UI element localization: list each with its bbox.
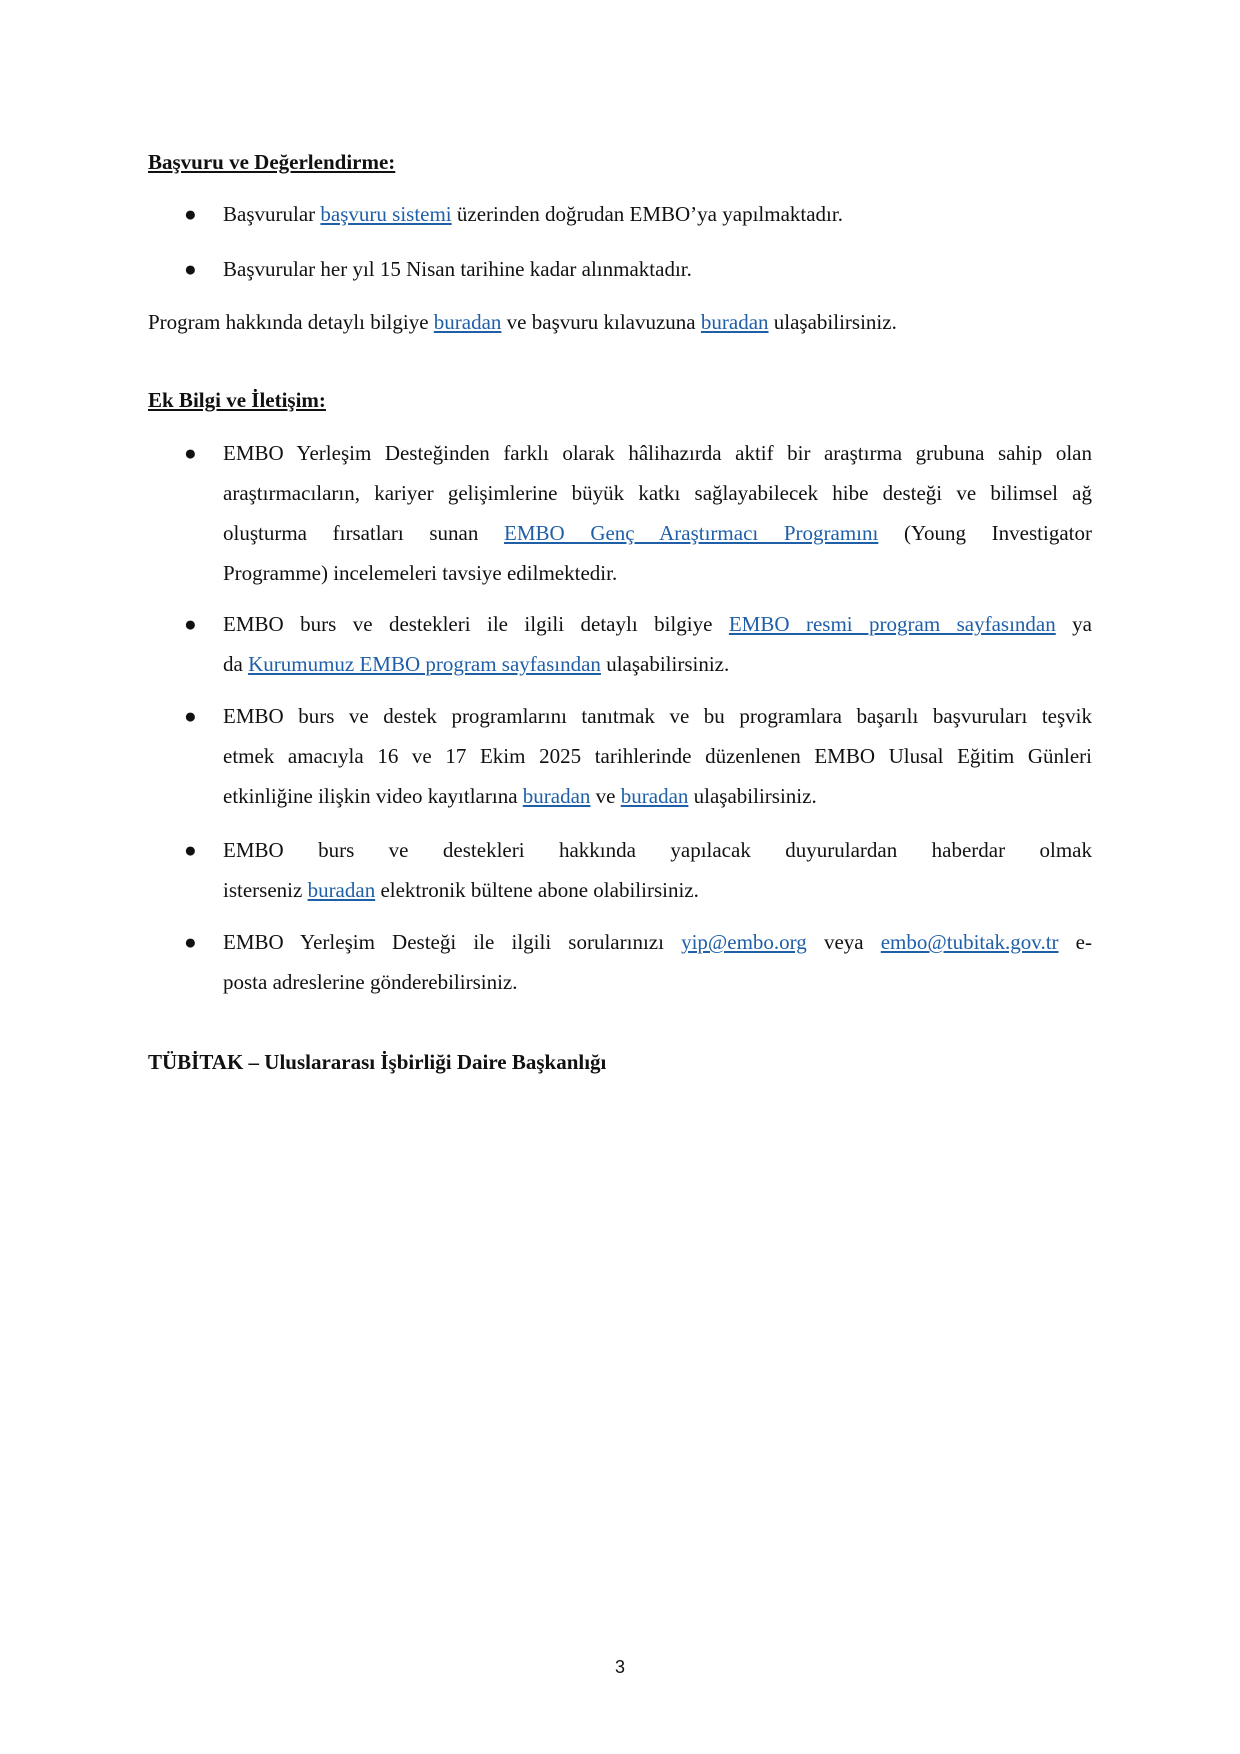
bullet-dot: ● xyxy=(184,257,197,281)
link-email-yip[interactable]: yip@embo.org xyxy=(681,930,807,954)
link-video-recordings-2[interactable]: buradan xyxy=(620,784,689,808)
bullet-item-application-system: Başvurular başvuru sistemi üzerinden doğrudan EMBO’ya yapılmaktadır. xyxy=(223,202,843,226)
link-institution-embo-page[interactable]: Kurumumuz EMBO program sayfasından xyxy=(248,652,601,676)
bullet-dot: ● xyxy=(184,202,197,226)
bullet-item-training-days: EMBO burs ve destek programlarını tanıtmak ve bu programlara başarılı başvuruları teşvik etmek amacıyla 16 ve 17 Ekim 2025 tarihlerinde düzenlenen EMBO Ulusal Eğitim Günleri etkinliğine ilişkin video kayıtlarına buradan ve buradan ulaşabilirsiniz. xyxy=(223,704,1092,808)
link-email-tubitak[interactable]: embo@tubitak.gov.tr xyxy=(880,930,1059,954)
link-application-guide[interactable]: buradan xyxy=(700,310,769,334)
link-application-system[interactable]: başvuru sistemi xyxy=(320,202,452,226)
bullet-item-newsletter: EMBO burs ve destekleri hakkında yapılacak duyurulardan haberdar olmak isterseniz buradan elektronik bültene abone olabilirsiniz. xyxy=(223,838,1092,902)
link-young-investigator-programme[interactable]: EMBO Genç Araştırmacı Programını xyxy=(504,521,879,545)
bullet-dot: ● xyxy=(184,930,197,954)
link-embo-official-page[interactable]: EMBO resmi program sayfasından xyxy=(728,612,1056,636)
link-video-recordings-1[interactable]: buradan xyxy=(522,784,591,808)
bullet-dot: ● xyxy=(184,838,197,862)
page-number: 3 xyxy=(614,1657,625,1677)
bullet-dot: ● xyxy=(184,704,197,728)
bullet-dot: ● xyxy=(184,612,197,636)
bullet-item-program-pages: EMBO burs ve destekleri ile ilgili detaylı bilgiye EMBO resmi program sayfasından ya da Kurumumuz EMBO program sayfasından ulaşabilirsiniz. xyxy=(223,612,1092,676)
bullet-dot: ● xyxy=(184,441,197,465)
link-program-details[interactable]: buradan xyxy=(433,310,502,334)
bullet-item-young-investigator: EMBO Yerleşim Desteğinden farklı olarak hâlihazırda aktif bir araştırma grubuna sahip olan araştırmacıların, kariyer gelişimlerine büyük katkı sağlayabilecek hibe desteği ve bilimsel ağ oluşturma fırsatları sunan EMBO Genç Araştırmacı Programını (Young Investigator Programme) incelemeleri tavsiye edilmektedir. xyxy=(223,441,1092,585)
bullet-item-deadline: Başvurular her yıl 15 Nisan tarihine kadar alınmaktadır. xyxy=(223,257,692,281)
signature-line: TÜBİTAK – Uluslararası İşbirliği Daire Başkanlığı xyxy=(148,1050,607,1074)
program-info-paragraph: Program hakkında detaylı bilgiye buradan ve başvuru kılavuzuna buradan ulaşabilirsiniz. xyxy=(148,310,897,334)
link-newsletter-subscribe[interactable]: buradan xyxy=(307,878,376,902)
section-heading-application: Başvuru ve Değerlendirme: xyxy=(148,150,396,174)
bullet-item-contact-emails: EMBO Yerleşim Desteği ile ilgili sorularınızı yip@embo.org veya embo@tubitak.gov.tr e- posta adreslerine gönderebilirsiniz. xyxy=(223,930,1092,994)
section-heading-contact: Ek Bilgi ve İletişim: xyxy=(148,388,326,412)
